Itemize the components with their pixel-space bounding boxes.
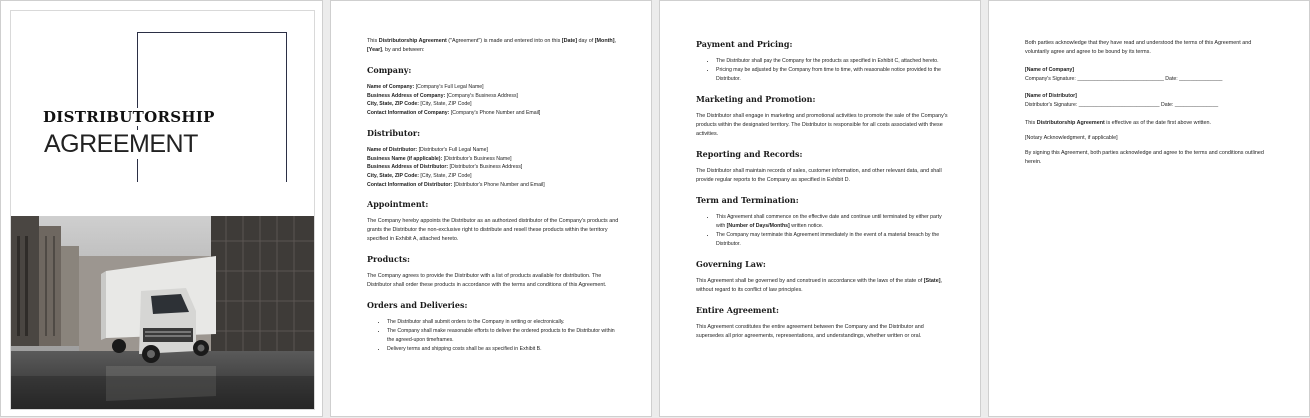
company-field: City, State, ZIP Code: [City, State, ZIP Code] bbox=[367, 101, 472, 108]
list-item: • The Company shall make reasonable efforts to deliver the ordered products to the Distributor within the agreed-upon timeframes. bbox=[387, 327, 619, 345]
page-2-content bbox=[367, 37, 619, 360]
distributor-field: Name of Distributor: [Distributor's Full Legal Name] bbox=[367, 146, 488, 153]
distributor-field: Business Name (if applicable): [Distributor's Business Name] bbox=[367, 155, 512, 162]
acknowledgment-paragraph: Both parties acknowledge that they have read and understood the terms of this Agreement and voluntarily agree and agree to be bound by its terms. bbox=[1025, 40, 1252, 55]
effective-date-paragraph: This Distributorship Agreement is effective as of the date first above written. bbox=[1025, 119, 1212, 126]
page-3-content bbox=[696, 39, 948, 347]
reporting-paragraph: The Distributor shall maintain records of sales, customer information, and other relevant data, and shall provide regular reports to the Company as specified in Exhibit D. bbox=[696, 168, 942, 183]
company-signature-line: Company's Signature: ______________________________ Date: _______________ bbox=[1025, 75, 1223, 82]
products-heading: Products: bbox=[367, 254, 410, 265]
distributor-heading: Distributor: bbox=[367, 127, 421, 138]
orders-heading: Orders and Deliveries: bbox=[367, 300, 468, 311]
distributor-field: Contact Information of Distributor: [Distributor's Phone Number and Email] bbox=[367, 181, 545, 188]
document-page-4 bbox=[988, 0, 1310, 417]
company-field: Business Address of Company: [Company's Business Address] bbox=[367, 92, 519, 99]
closing-paragraph: By signing this Agreement, both parties acknowledge and agree to the terms and conditions outlined herein. bbox=[1025, 149, 1264, 165]
governing-law-paragraph: This Agreement shall be governed by and construed in accordance with the laws of the state of [State], without regard to its conflict of law principles. bbox=[696, 278, 943, 293]
cover-frame bbox=[10, 10, 315, 410]
list-item: • Delivery terms and shipping costs shall be as specified in Exhibit B. bbox=[387, 345, 619, 354]
list-item: • Pricing may be adjusted by the Company from time to time, with reasonable notice provided to the Distributor. bbox=[716, 66, 948, 84]
company-field: Name of Company: [Company's Full Legal Name] bbox=[367, 84, 484, 90]
marketing-paragraph: The Distributor shall engage in marketing and promotional activities to promote the sale of the Company's products within the designated territory. The Distributor is responsible for all costs associated with these activities. bbox=[696, 113, 948, 137]
marketing-heading: Marketing and Promotion: bbox=[696, 94, 816, 104]
distributor-field: Business Address of Distributor: [Distributor's Business Address] bbox=[367, 164, 523, 171]
payment-list bbox=[696, 57, 948, 84]
list-item: • This Agreement shall commence on the effective date and continue until terminated by either party with [Number of Days/Months] written notice. bbox=[716, 213, 948, 231]
products-paragraph: The Company agrees to provide the Distributor with a list of products available for distribution. The Distributor shall order these products in accordance with the terms and conditions of this Agreement. bbox=[367, 273, 607, 289]
distributor-signature-line: Distributor's Signature: ____________________________ Date: _______________ bbox=[1025, 102, 1219, 109]
cover-title-line2: AGREEMENT bbox=[44, 130, 202, 159]
company-name-label: [Name of Company] bbox=[1025, 67, 1074, 73]
payment-heading: Payment and Pricing: bbox=[696, 39, 793, 49]
reporting-heading: Reporting and Records: bbox=[696, 149, 803, 159]
list-item: • The Distributor shall submit orders to the Company in writing or electronically. bbox=[387, 318, 619, 327]
list-item: • The Company may terminate this Agreement immediately in the event of a material breach by the Distributor. bbox=[716, 231, 948, 249]
intro-paragraph: This Distributorship Agreement ("Agreement") is made and entered into on this [Date] day of [Month], [Year], by and between: bbox=[367, 38, 617, 53]
orders-list bbox=[367, 318, 619, 354]
governing-law-heading: Governing Law: bbox=[696, 259, 766, 269]
appointment-paragraph: The Company hereby appoints the Distributor as an authorized distributor of the Company's products and grants the Distributor the non-exclusive right to distribute and resell these products within the territory specified in Exhibit A, attached hereto. bbox=[367, 218, 619, 243]
term-heading: Term and Termination: bbox=[696, 195, 799, 205]
company-fields bbox=[367, 83, 619, 118]
distributor-name-label: [Name of Distributor] bbox=[1025, 93, 1077, 100]
cover-decorative-frame bbox=[137, 32, 287, 182]
cover-title-line1: DISTRIBUTORSHIP bbox=[43, 108, 219, 126]
company-field: Contact Information of Company: [Company's Phone Number and Email] bbox=[367, 110, 541, 117]
distributor-field: City, State, ZIP Code: [City, State, ZIP Code] bbox=[367, 172, 472, 179]
document-page-2 bbox=[330, 0, 652, 417]
appointment-heading: Appointment: bbox=[367, 199, 429, 210]
cover-page bbox=[0, 0, 323, 417]
notary-paragraph: [Notary Acknowledgment, if applicable] bbox=[1025, 134, 1118, 141]
document-page-3 bbox=[659, 0, 981, 417]
page-4-content bbox=[1025, 39, 1277, 173]
truck-photo bbox=[11, 216, 315, 410]
entire-agreement-heading: Entire Agreement: bbox=[696, 305, 779, 315]
term-list bbox=[696, 213, 948, 249]
entire-agreement-paragraph: This Agreement constitutes the entire agreement between the Company and the Distributor and supersedes all prior agreements, representations, and understandings, whether written or oral. bbox=[696, 324, 924, 339]
distributor-fields bbox=[367, 146, 619, 190]
list-item: • The Distributor shall pay the Company for the products as specified in Exhibit C, attached hereto. bbox=[716, 57, 948, 66]
company-heading: Company: bbox=[367, 65, 412, 75]
